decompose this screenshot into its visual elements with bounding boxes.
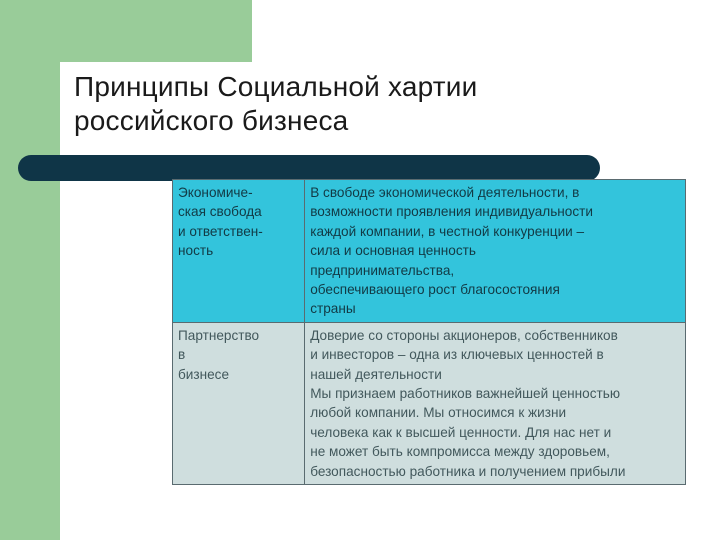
principle-name-line: в — [178, 347, 186, 363]
title-divider-bar — [18, 155, 600, 181]
slide-title-line: российского бизнеса — [74, 105, 349, 136]
description-line: Доверие со стороны акционеров, собственников — [310, 327, 618, 343]
principle-description-cell — [305, 322, 686, 484]
principle-name-line: ская свобода — [178, 204, 262, 220]
table-row — [173, 322, 686, 484]
slide-title — [74, 70, 694, 138]
principle-name-line: и ответствен- — [178, 223, 263, 239]
description-line: страны — [310, 301, 356, 317]
principle-name-line: бизнесе — [178, 366, 230, 382]
description-line: любой компании. Мы относимся к жизни — [310, 405, 567, 421]
description-line: не может быть компромисса между здоровьем, — [310, 444, 610, 460]
principle-description-cell — [305, 180, 686, 323]
left-accent-strip — [0, 0, 60, 540]
description-line: сила и основная ценность — [310, 243, 476, 259]
principle-name-line: ность — [178, 243, 214, 259]
top-accent-block — [0, 0, 252, 62]
slide-title-line: Принципы Социальной хартии — [74, 71, 478, 102]
description-line: человека как к высшей ценности. Для нас нет и — [310, 424, 612, 440]
table-row — [173, 180, 686, 323]
description-line: каждой компании, в честной конкуренции – — [310, 223, 585, 239]
principles-table — [172, 179, 686, 485]
description-line: безопасностью работника и получением прибыли — [310, 463, 626, 479]
principle-name-cell — [173, 180, 305, 323]
description-line: и инвесторов – одна из ключевых ценностей в — [310, 347, 604, 363]
principle-name-line: Партнерство — [178, 327, 260, 343]
description-line: обеспечивающего рост благосостояния — [310, 282, 560, 298]
description-line: возможности проявления индивидуальности — [310, 204, 593, 220]
description-line: нашей деятельности — [310, 366, 442, 382]
principle-name-cell — [173, 322, 305, 484]
description-line: Мы признаем работников важнейшей ценностью — [310, 386, 621, 402]
principle-name-line: Экономиче- — [178, 185, 253, 200]
description-line: предпринимательства, — [310, 262, 455, 278]
description-line: В свободе экономической деятельности, в — [310, 185, 580, 200]
